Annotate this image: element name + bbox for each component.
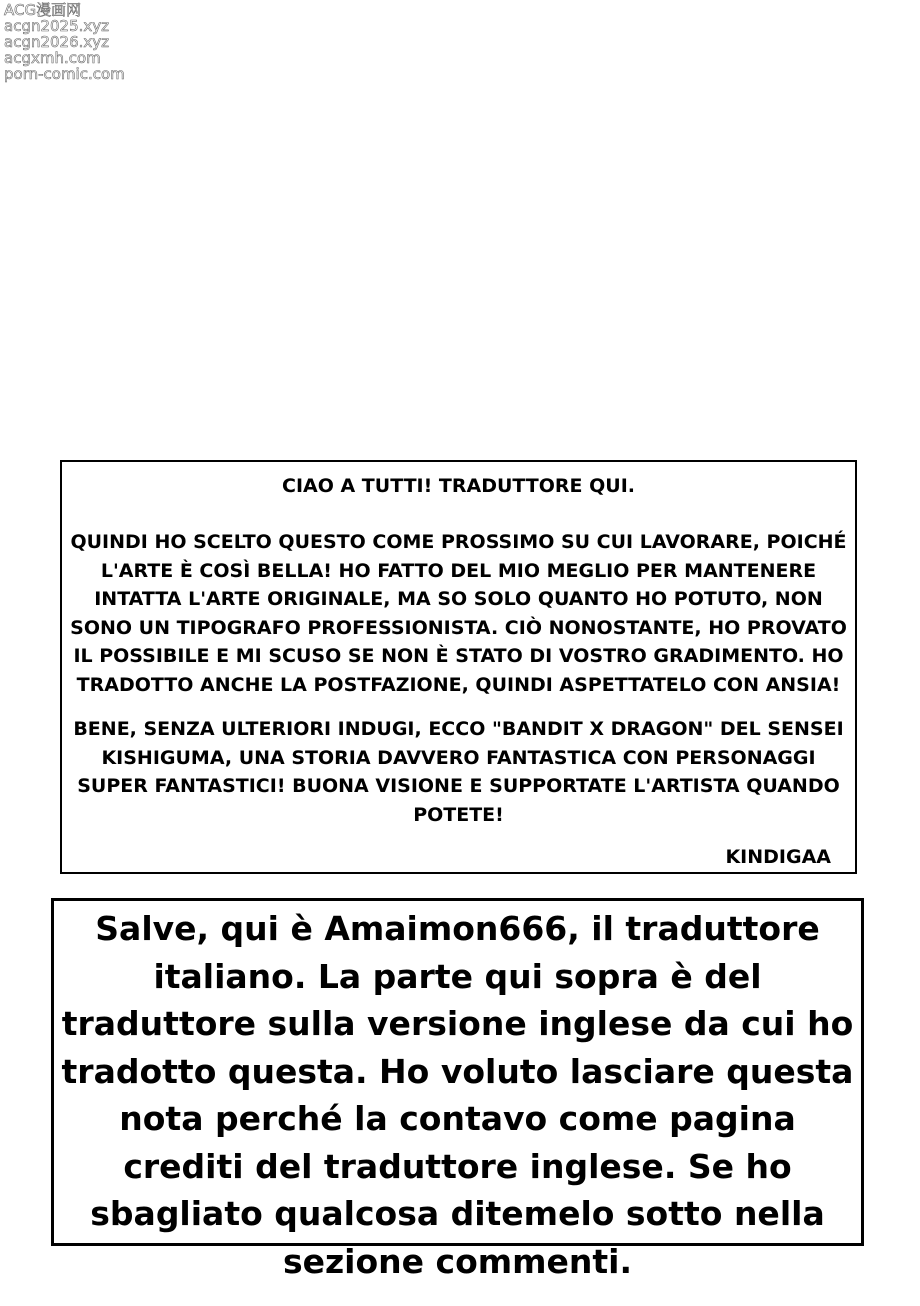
note-signature: KINDIGAA: [725, 846, 831, 868]
watermark-line: acgxmh.com: [4, 49, 101, 67]
italian-translator-note-box: [51, 898, 864, 1281]
english-translator-note-box: [60, 460, 857, 874]
watermark-line: acgn2025.xyz: [4, 17, 110, 35]
watermark-line: porn-comic.com: [4, 65, 125, 83]
watermark-line: acgn2026.xyz: [4, 33, 110, 51]
note-paragraph-2: BENE, SENZA ULTERIORI INDUGI, ECCO "BANDIT X DRAGON" DEL SENSEI KISHIGUMA, UNA STORIA DAVVERO FANTASTICA CON PERSONAGGI SUPER FANTASTICI! BUONA VISIONE E SUPPORTATE L'ARTISTA QUANDO POTETE!: [73, 718, 844, 826]
note-greeting: CIAO A TUTTI! TRADUTTORE QUI.: [282, 475, 635, 497]
italian-note-text: Salve, qui è Amaimon666, il traduttore italiano. La parte qui sopra è del traduttore sulla versione inglese da cui ho tradotto questa. Ho voluto lasciare questa nota perché la contavo come pagina crediti del traduttore inglese. Se ho sbagliato qualcosa ditemelo sotto nella sezione commenti.: [61, 909, 854, 1281]
watermark: [4, 2, 154, 82]
watermark-line: ACG漫画网: [4, 1, 82, 19]
note-paragraph-1: QUINDI HO SCELTO QUESTO COME PROSSIMO SU CUI LAVORARE, POICHÉ L'ARTE È COSÌ BELLA! HO FATTO DEL MIO MEGLIO PER MANTENERE INTATTA L'ARTE ORIGINALE, MA SO SOLO QUANTO HO POTUTO, NON SONO UN TIPOGRAFO PROFESSIONISTA. CIÒ NONOSTANTE, HO PROVATO IL POSSIBILE E MI SCUSO SE NON È STATO DI VOSTRO GRADIMENTO. HO TRADOTTO ANCHE LA POSTFAZIONE, QUINDI ASPETTATELO CON ANSIA!: [70, 531, 847, 696]
